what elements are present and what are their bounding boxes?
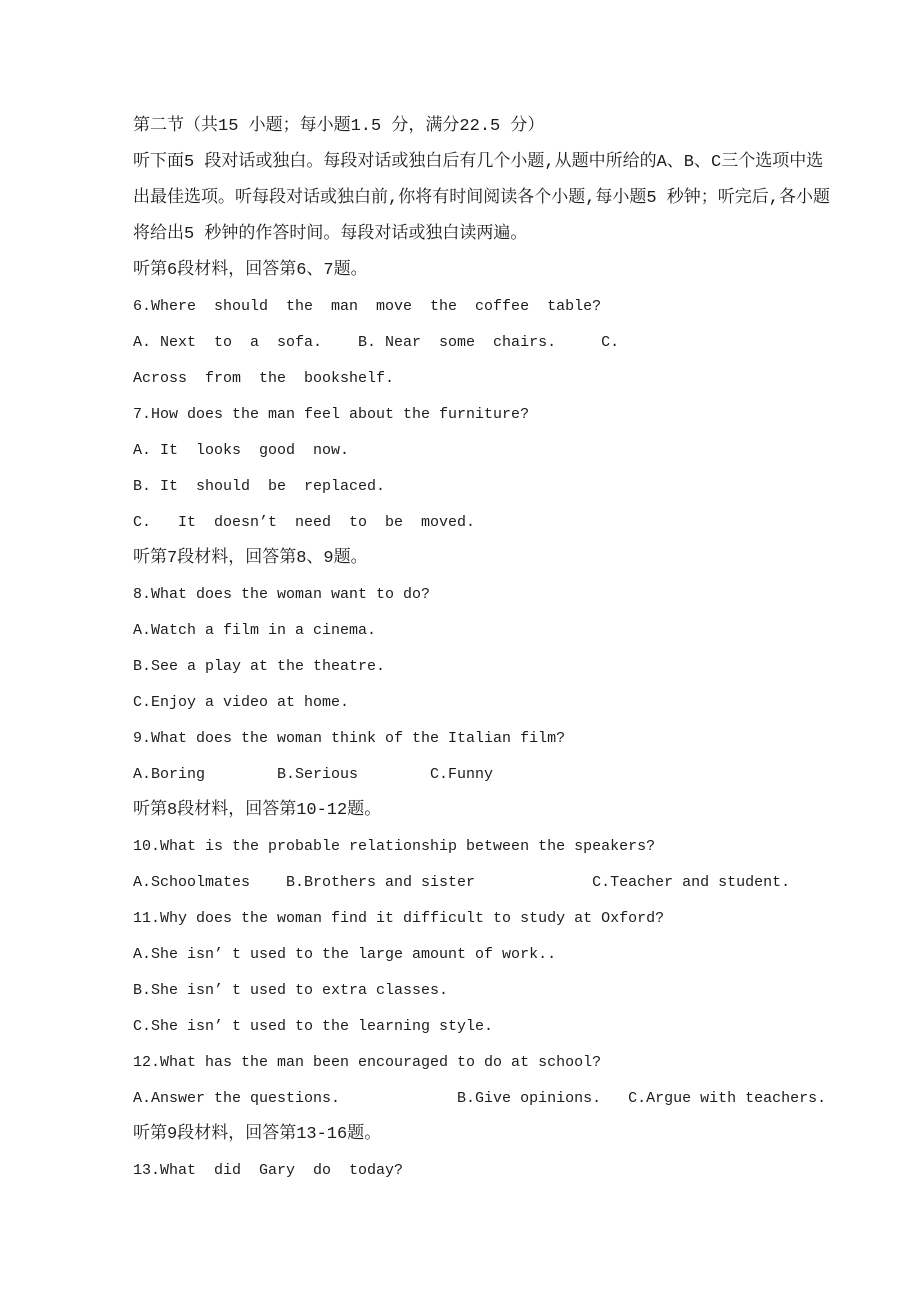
question-11-option-a: A.She isn’ t used to the large amount of work..	[133, 946, 557, 963]
question-10: 10.What is the probable relationship between the speakers?	[133, 838, 656, 855]
instructions-line-3: 将给出5 秒钟的作答时间。每段对话或独白读两遍。	[133, 225, 528, 244]
material-6-prompt: 听第6段材料，回答第6、7题。	[133, 261, 368, 280]
material-7-prompt: 听第7段材料，回答第8、9题。	[133, 549, 368, 568]
question-8-option-b: B.See a play at the theatre.	[133, 658, 386, 675]
question-8-option-a: A.Watch a film in a cinema.	[133, 622, 377, 639]
material-9-prompt: 听第9段材料，回答第13-16题。	[133, 1125, 382, 1144]
question-8: 8.What does the woman want to do?	[133, 586, 431, 603]
material-8-prompt: 听第8段材料，回答第10-12题。	[133, 801, 382, 820]
question-7: 7.How does the man feel about the furniture?	[133, 406, 530, 423]
question-11-option-b: B.She isn’ t used to extra classes.	[133, 982, 449, 999]
question-10-options: A.Schoolmates B.Brothers and sister C.Teacher and student.	[133, 874, 791, 891]
question-7-option-a: A. It looks good now.	[133, 442, 350, 459]
question-12-options: A.Answer the questions. B.Give opinions. C.Argue with teachers.	[133, 1090, 827, 1107]
instructions-line-1: 听下面5 段对话或独白。每段对话或独白后有几个小题,从题中所给的A、B、C三个选项中选	[133, 153, 824, 172]
question-11: 11.Why does the woman find it difficult to study at Oxford?	[133, 910, 665, 927]
question-9-options: A.Boring B.Serious C.Funny	[133, 766, 494, 783]
question-8-option-c: C.Enjoy a video at home.	[133, 694, 350, 711]
question-6: 6.Where should the man move the coffee table?	[133, 298, 602, 315]
question-11-option-c: C.She isn’ t used to the learning style.	[133, 1018, 494, 1035]
question-7-option-c: C. It doesn’t need to be moved.	[133, 514, 476, 531]
section-heading: 第二节（共15 小题；每小题1.5 分，满分22.5 分）	[133, 117, 545, 136]
question-13: 13.What did Gary do today?	[133, 1162, 404, 1179]
question-9: 9.What does the woman think of the Italian film?	[133, 730, 566, 747]
instructions-line-2: 出最佳选项。听每段对话或独白前,你将有时间阅读各个小题,每小题5 秒钟；听完后,各小题	[133, 189, 831, 208]
question-12: 12.What has the man been encouraged to do at school?	[133, 1054, 602, 1071]
question-6-options-a-b-c: A. Next to a sofa. B. Near some chairs. C.	[133, 334, 620, 351]
question-6-option-c-cont: Across from the bookshelf.	[133, 370, 395, 387]
question-7-option-b: B. It should be replaced.	[133, 478, 386, 495]
